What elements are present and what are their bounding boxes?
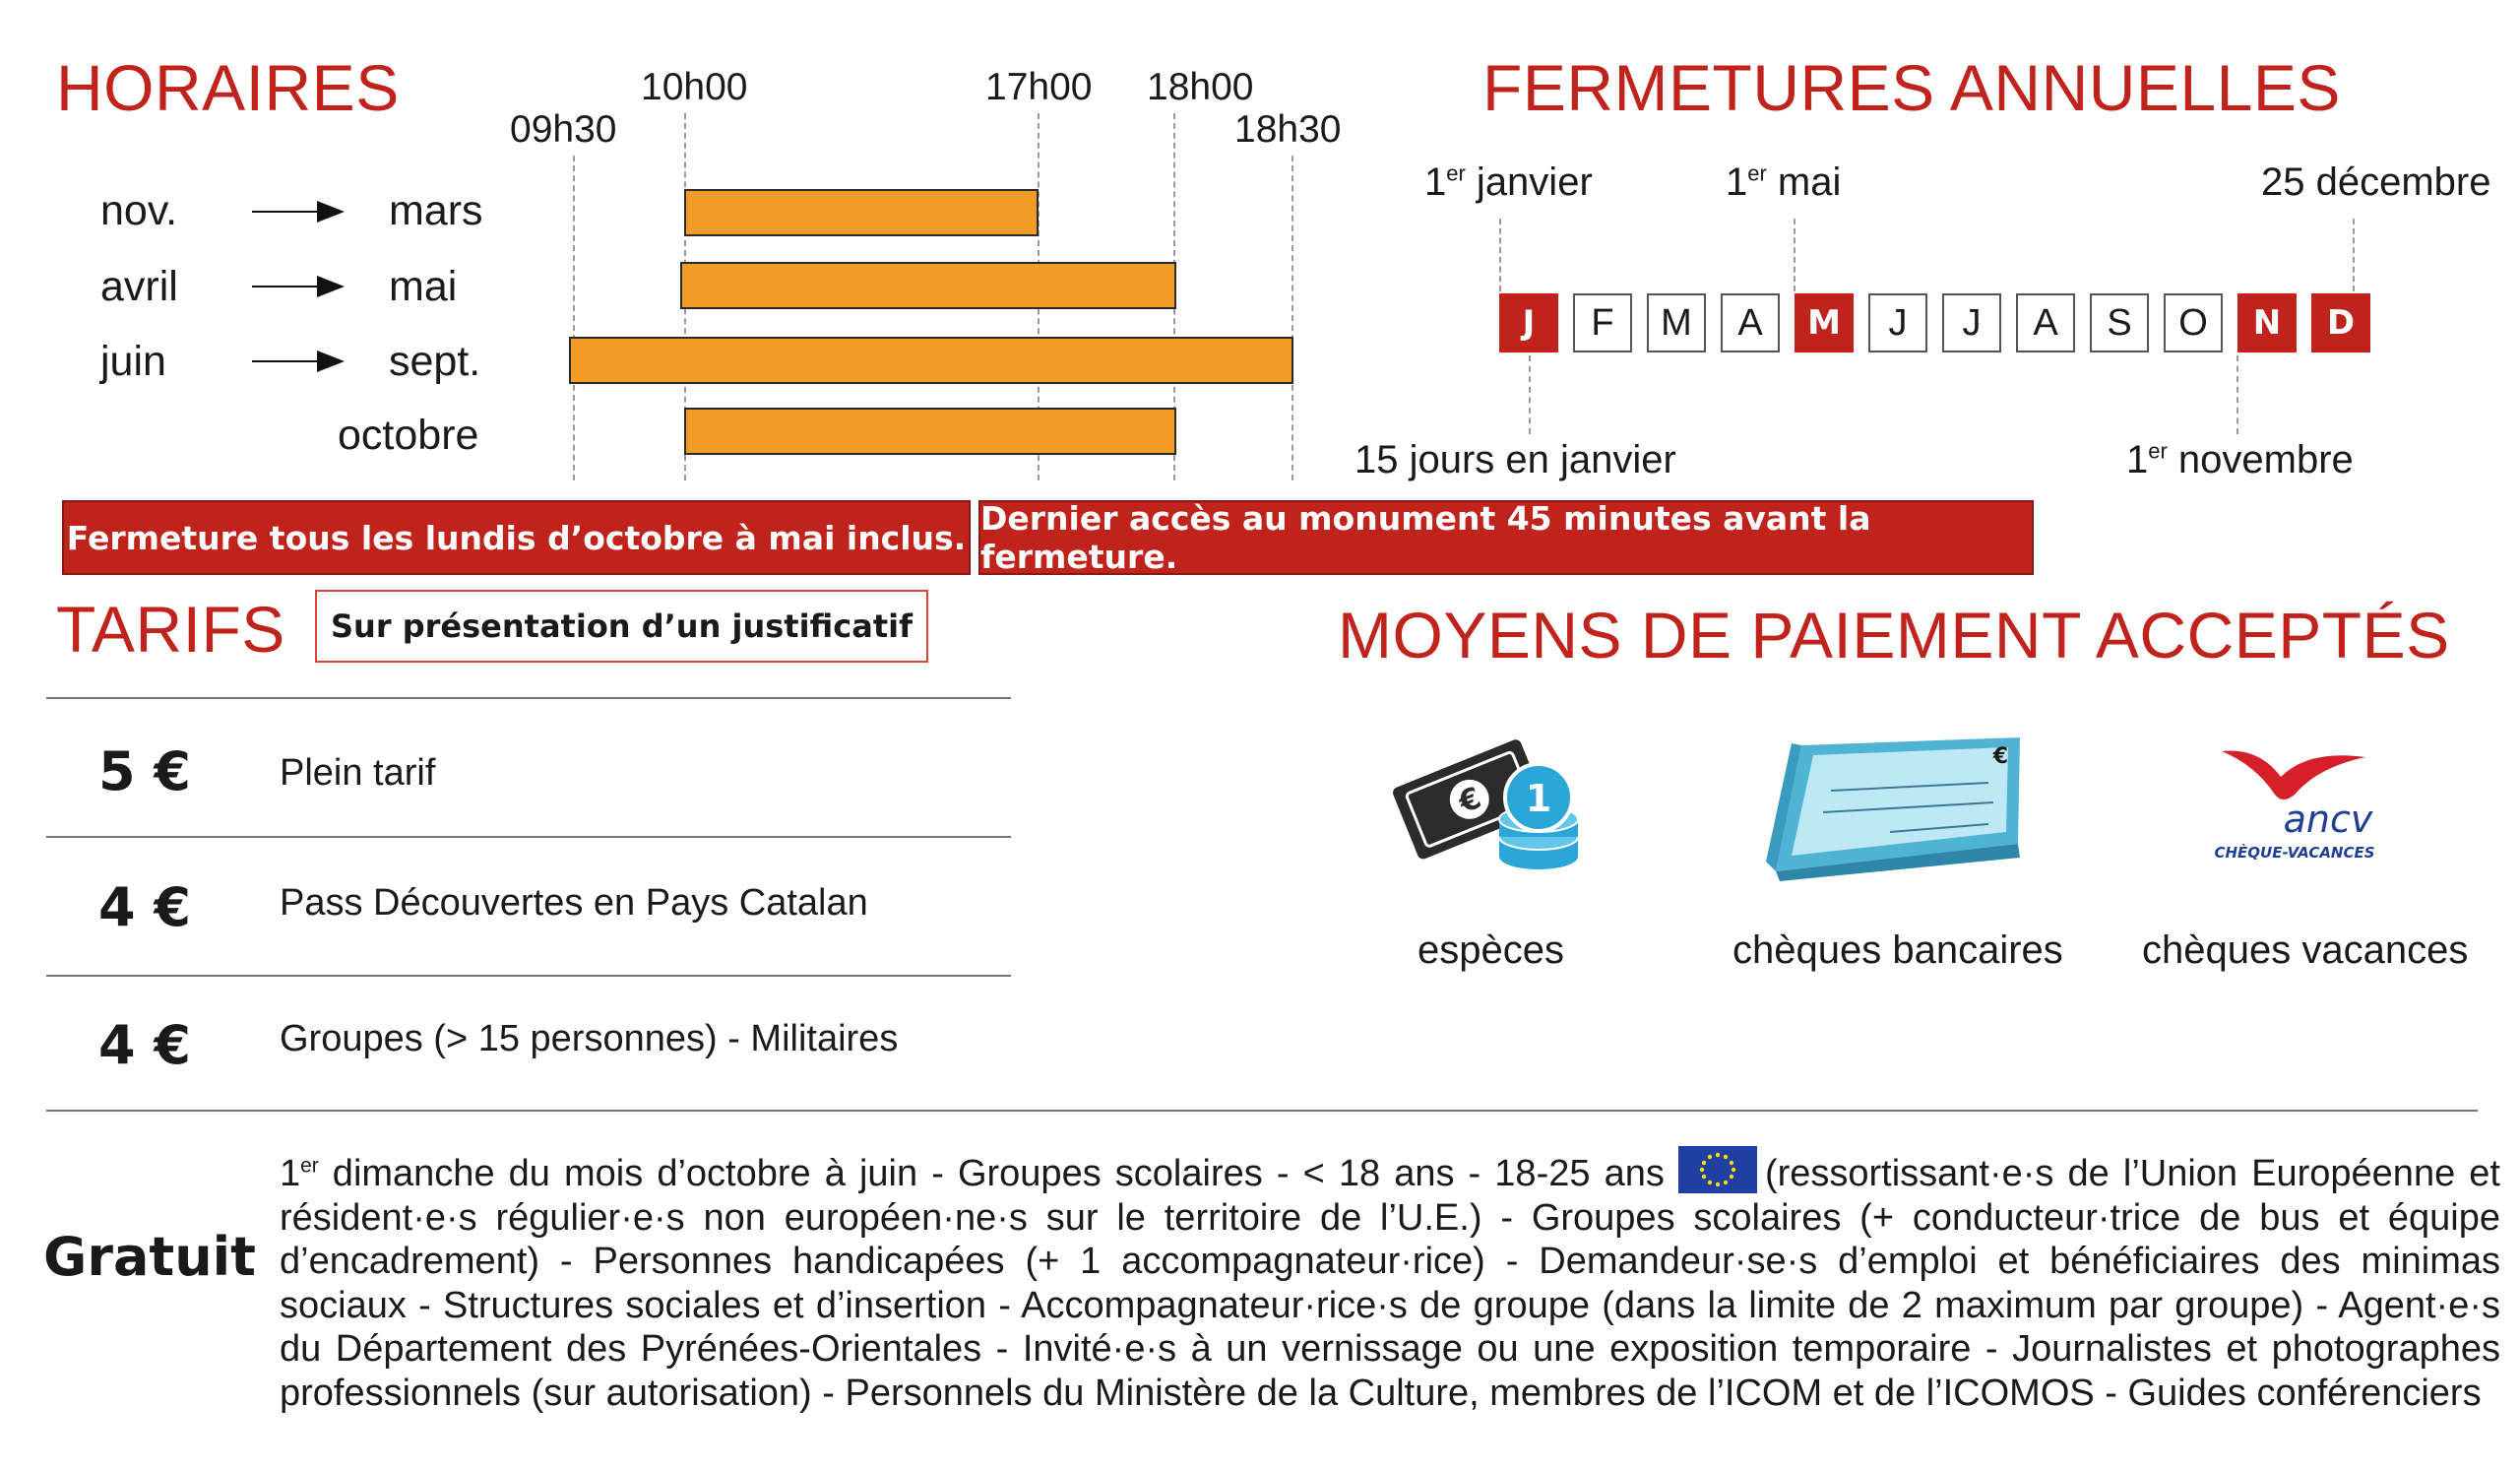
gratuit-label: Gratuit (43, 1226, 256, 1288)
time-label-0930: 09h30 (510, 108, 617, 151)
time-label-1000: 10h00 (641, 66, 748, 108)
month-cell: J (1499, 293, 1558, 352)
closure-guide (2353, 219, 2355, 291)
closure-guide (1499, 219, 1501, 291)
time-label-1700: 17h00 (985, 66, 1093, 108)
row-from-label: nov. (100, 187, 178, 234)
guide-1830 (1292, 156, 1293, 480)
bank-cheque-icon (1762, 734, 2028, 881)
schedule-bar (569, 337, 1293, 384)
closure-guide (1794, 219, 1796, 291)
price-label: Pass Découvertes en Pays Catalan (280, 882, 868, 924)
row-from-label: avril (100, 263, 178, 310)
justificatif-note: Sur présentation d’un justificatif (315, 590, 928, 663)
ancv-subtitle: CHÈQUE-VACANCES (2214, 844, 2375, 862)
month-cell: J (1868, 293, 1927, 352)
eu-flag-icon (1678, 1146, 1757, 1193)
ancv-logo (2200, 743, 2387, 871)
row-to-label: sept. (389, 338, 481, 385)
schedule-bar (684, 408, 1176, 455)
row-to-label: mai (389, 263, 458, 310)
divider (46, 836, 1011, 838)
closure-label-jan1: 1er janvier (1424, 160, 1593, 204)
horaires-title: HORAIRES (56, 51, 400, 124)
arrow-head-icon (317, 276, 345, 297)
ancv-brand: ancv (2283, 798, 2373, 841)
gratuit-conditions: 1er dimanche du mois d’octobre à juin - Groupes scolaires - < 18 ans - 18-25 ans (ressortissant·e·s de l’Union Européenne et résident·e·s régulier·e·s non européen·ne·s sur le territoire de l’U.E.) - Groupes scolaires (+ conducteur·trice de bus et équipe d’encadrement) - Personnes handicapées (+ 1 accompagnateur·rice) - Demandeur·se·s d’emploi et bénéficiaires des minimas sociaux - Structures sociales et d’insertion - Accompagnateur·rice·s de groupe (dans la limite de 2 maximum par groupe) - Agent·e·s du Département des Pyrénées-Orientales - Invité·e·s à un vernissage ou une exposition temporaire - Journalistes et photographes professionnels (sur autorisation) - Personnels du Ministère de la Culture, membres de l’ICOM et de l’ICOMOS - Guides conférenciers (280, 1146, 2500, 1415)
row-to-label: octobre (338, 412, 479, 459)
divider (46, 975, 1011, 977)
time-label-1830: 18h30 (1234, 108, 1342, 151)
closure-label-dec25: 25 décembre (2261, 160, 2491, 204)
payment-label: chèques vacances (2142, 928, 2469, 972)
guide-0930 (573, 156, 575, 480)
payment-label: espèces (1418, 928, 1564, 972)
fermetures-title: FERMETURES ANNUELLES (1482, 51, 2341, 124)
schedule-bar (684, 189, 1039, 236)
closure-label-nov1: 1er novembre (2126, 438, 2354, 481)
month-cell: S (2090, 293, 2149, 352)
arrow-head-icon (317, 351, 345, 372)
row-from-label: juin (100, 338, 166, 385)
month-cell: O (2164, 293, 2223, 352)
price-label: Plein tarif (280, 752, 436, 794)
closure-label-jan15: 15 jours en janvier (1354, 438, 1676, 481)
payment-label: chèques bancaires (1732, 928, 2063, 972)
price-value: 5 € (98, 740, 191, 802)
banner-closed-mondays: Fermeture tous les lundis d’octobre à mai inclus. (62, 500, 971, 575)
price-value: 4 € (98, 1014, 191, 1076)
closure-label-may1: 1er mai (1726, 160, 1842, 204)
tarifs-title: TARIFS (56, 593, 285, 666)
schedule-bar (680, 262, 1176, 309)
month-cell: A (2016, 293, 2075, 352)
row-to-label: mars (389, 187, 483, 234)
cash-coins-icon (1383, 731, 1590, 878)
month-cell: F (1573, 293, 1632, 352)
banner-last-entry: Dernier accès au monument 45 minutes avant la fermeture. (978, 500, 2034, 575)
closure-guide (2236, 355, 2238, 434)
divider (46, 1110, 2478, 1112)
cheque-euro-symbol: € (1992, 744, 2008, 769)
month-cell: M (1795, 293, 1854, 352)
time-label-1800: 18h00 (1147, 66, 1254, 108)
paiement-title: MOYENS DE PAIEMENT ACCEPTÉS (1338, 599, 2450, 671)
month-cell: M (1647, 293, 1706, 352)
month-cell: N (2237, 293, 2297, 352)
price-value: 4 € (98, 876, 191, 938)
svg-text:€: € (1454, 781, 1486, 821)
month-cell: A (1721, 293, 1780, 352)
price-label: Groupes (> 15 personnes) - Militaires (280, 1018, 899, 1059)
arrow-head-icon (317, 201, 345, 223)
divider (46, 697, 1011, 699)
closure-guide (1529, 355, 1531, 434)
month-cell: D (2311, 293, 2370, 352)
coin-number: 1 (1525, 777, 1552, 820)
month-cell: J (1942, 293, 2001, 352)
